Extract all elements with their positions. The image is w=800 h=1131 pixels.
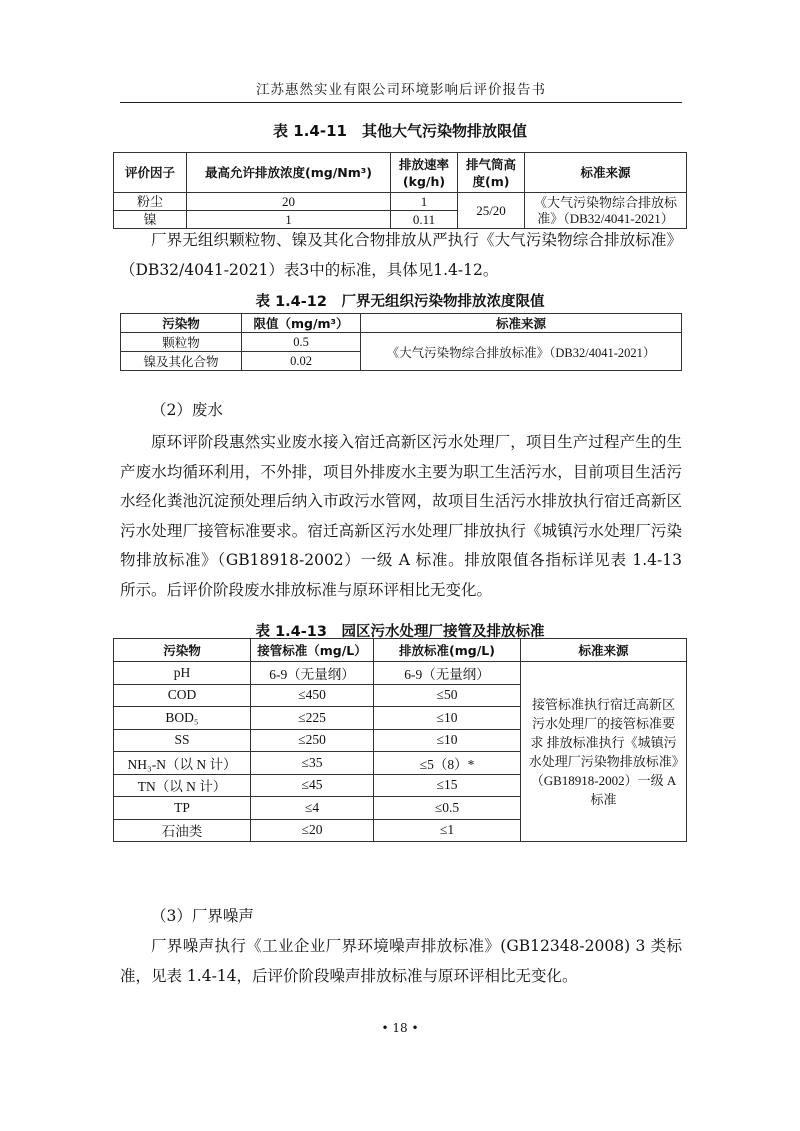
table2-caption: 表 1.4-12 厂界无组织污染物排放浓度限值 [255,294,545,310]
table1-header-stack-height: 排气筒高度(m) [458,153,525,193]
table3-cell-outlet: ≤15 [374,774,521,797]
table3-cell-outlet: ≤10 [374,729,521,752]
table1-cell-source: 《大气污染物综合排放标准》（DB32/4041-2021） [525,193,687,229]
table3-cell-pollutant: SS [114,729,251,752]
table2-cell-limit: 0.02 [242,352,361,371]
table3-header-pollutant: 污染物 [114,639,251,662]
table1-cell-factor: 粉尘 [114,193,187,211]
table2-cell-pollutant: 镍及其化合物 [121,352,242,371]
document-header: 江苏惠然实业有限公司环境影响后评价报告书 [256,82,546,98]
table3-cell-pollutant: TP [114,797,251,820]
table3-cell-pollutant: pH [114,662,251,685]
table2-cell-pollutant: 颗粒物 [121,333,242,352]
table3-cell-pollutant: 石油类 [114,819,251,842]
table3-cell-outlet: ≤5（8）* [374,752,521,775]
table3-cell-pollutant: NH₃-N（以 N 计） [114,752,251,775]
table1-caption: 表 1.4-11 其他大气污染物排放限值 [273,122,527,140]
paragraph-noise: 厂界噪声执行《工业企业厂界环境噪声排放标准》(GB12348-2008) 3 类标准，见表 1.4-14，后评价阶段噪声排放标准与原环评相比无变化。 [120,937,682,985]
table2-header-pollutant: 污染物 [121,314,242,333]
paragraph-fugitive-emissions: 厂界无组织颗粒物、镍及其化合物排放从严执行《大气污染物综合排放标准》（DB32/4041-2021）表3中的标准，具体见1.4-12。 [120,231,682,279]
table1-header-source: 标准来源 [525,153,687,193]
table-row [114,662,687,685]
table3-cell-inlet: ≤250 [251,729,374,752]
table1-cell-concentration: 1 [187,211,391,229]
table3-cell-inlet: ≤4 [251,797,374,820]
table3-caption: 表 1.4-13 园区污水处理厂接管及排放标准 [255,624,545,640]
table3-cell-inlet: ≤450 [251,684,374,707]
table3-cell-pollutant: TN（以 N 计） [114,774,251,797]
table3-cell-inlet: ≤35 [251,752,374,775]
table3-cell-outlet: ≤0.5 [374,797,521,820]
wastewater-standards-table [113,638,687,842]
table3-cell-inlet: ≤20 [251,819,374,842]
table1-cell-rate: 1 [391,193,458,211]
table1-cell-rate: 0.11 [391,211,458,229]
table2-cell-limit: 0.5 [242,333,361,352]
table3-cell-inlet: ≤225 [251,707,374,730]
paragraph-wastewater: 原环评阶段惠然实业废水接入宿迁高新区污水处理厂，项目生产过程产生的生产废水均循环利用，不外排，项目外排废水主要为职工生活污水，目前项目生活污水经化粪池沉淀预处理后纳入市政污水管网，故项目生活污水排放执行宿迁高新区污水处理厂接管标准要求。宿迁高新区污水处理厂排放执行《城镇污水处理厂污染物排放标准》（GB18918-2002）一级 A 标准。排放限值各指标详见表 1.4-13 所示。后评价阶段废水排放标准与原环评相比无变化。 [120,433,682,599]
table-row [121,333,682,352]
table3-header-outlet: 排放标准(mg/L) [374,639,521,662]
table2-cell-source: 《大气污染物综合排放标准》（DB32/4041-2021） [361,333,682,371]
fugitive-limits-table [120,313,682,371]
table3-header-source: 标准来源 [521,639,687,662]
table3-cell-pollutant: COD [114,684,251,707]
table3-cell-source: 接管标准执行宿迁高新区污水处理厂的接管标准要求 排放标准执行《城镇污水处理厂污染物排放标准》（GB18918-2002）一级 A 标准 [521,662,687,842]
table1-header-rate: 排放速率(kg/h) [391,153,458,193]
table-row [114,193,687,211]
table3-cell-inlet: ≤45 [251,774,374,797]
table3-cell-inlet: 6-9（无量纲） [251,662,374,685]
table2-header-source: 标准来源 [361,314,682,333]
air-emission-limits-table [113,152,687,229]
section-heading-noise: （3）厂界噪声 [151,907,254,925]
table1-cell-stack-height: 25/20 [458,193,525,229]
table1-cell-concentration: 20 [187,193,391,211]
header-rule [120,102,682,103]
table3-cell-outlet: ≤50 [374,684,521,707]
table3-header-inlet: 接管标准（mg/L） [251,639,374,662]
table3-cell-outlet: 6-9（无量纲） [374,662,521,685]
table3-cell-pollutant: BOD₅ [114,707,251,730]
table1-cell-factor: 镍 [114,211,187,229]
table3-cell-outlet: ≤10 [374,707,521,730]
table1-header-factor: 评价因子 [114,153,187,193]
table3-cell-outlet: ≤1 [374,819,521,842]
table2-header-limit: 限值（mg/m³） [242,314,361,333]
page-number: • 18 • [381,1021,419,1035]
section-heading-wastewater: （2）废水 [151,401,223,419]
table1-header-concentration: 最高允许排放浓度(mg/Nm³) [187,153,391,193]
